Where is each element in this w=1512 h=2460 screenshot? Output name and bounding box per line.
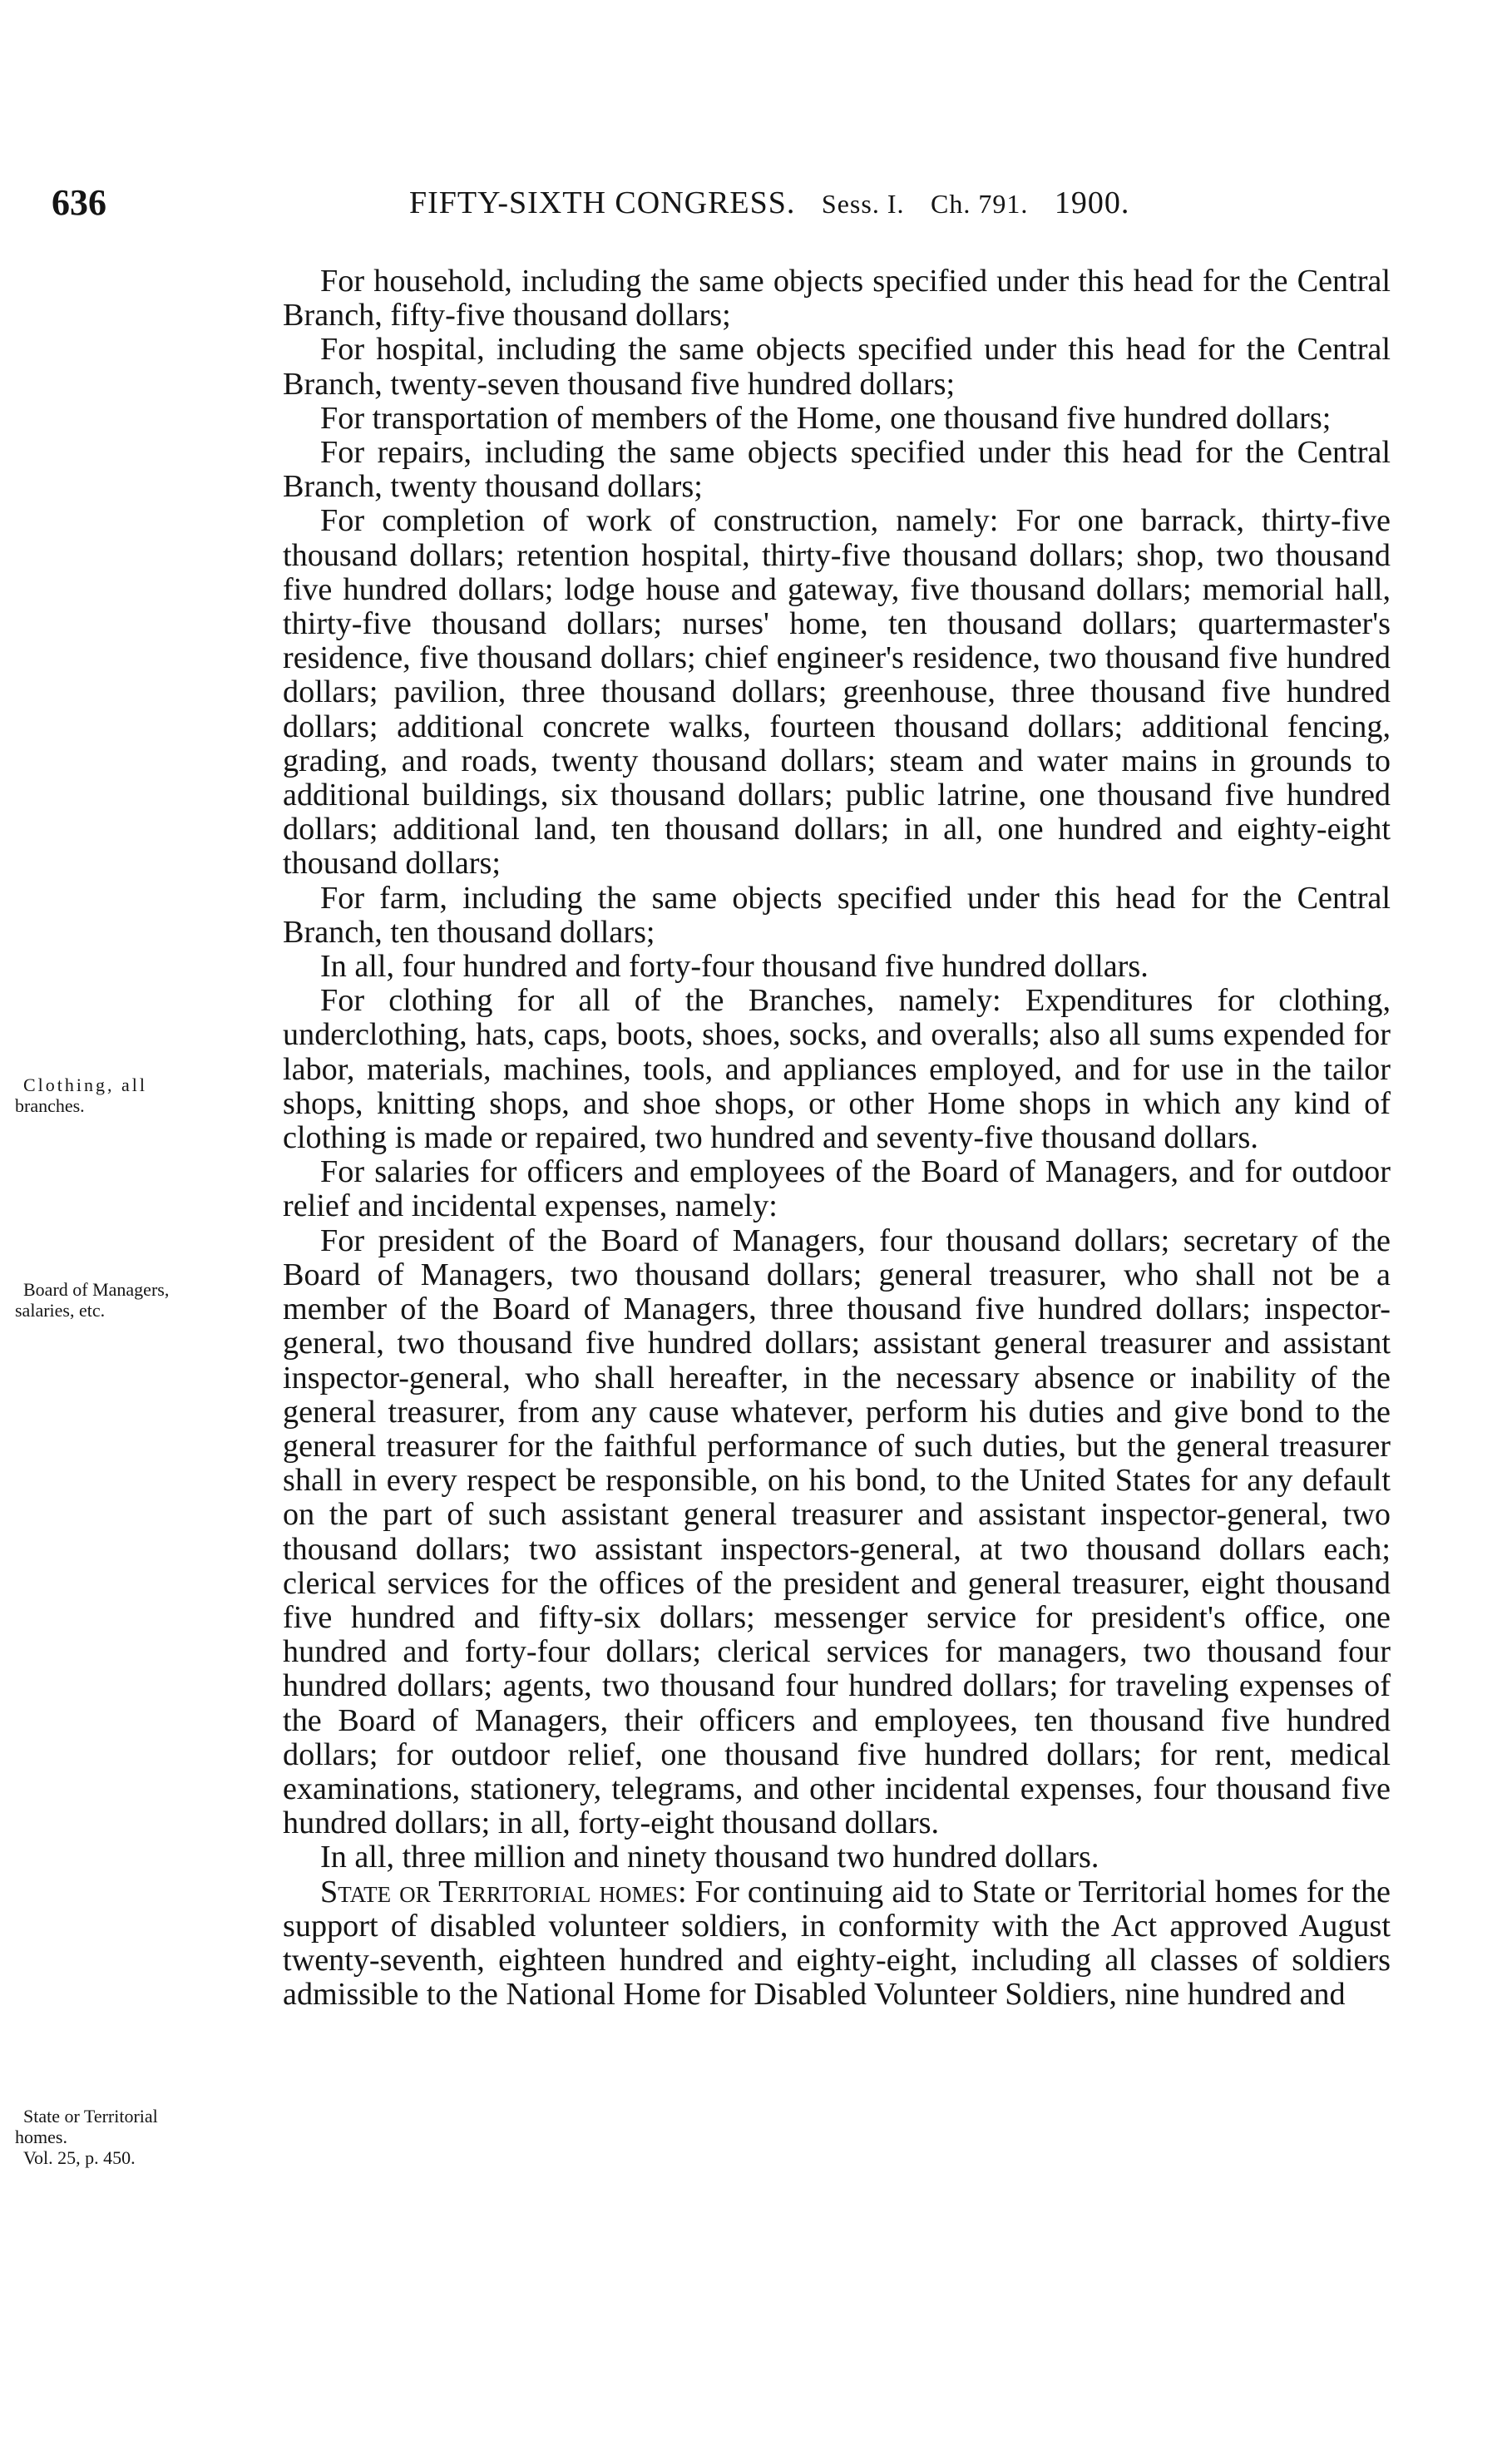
- running-head: [409, 185, 1129, 221]
- margin-note-line: branches.: [15, 1095, 85, 1116]
- state-homes-text: For continuing aid to State or Territorial homes for the support of disabled volunteer soldiers, in conformity with the Act approved August twenty-seventh, eighteen hundred and eighty-eight, including all classes of soldiers admissible to the National Home for Disabled Volunteer Soldiers, nine hundred and: [283, 1874, 1391, 2013]
- page-header: [52, 181, 1299, 231]
- margin-note-line: Board of Managers,: [23, 1279, 170, 1300]
- paragraph-transportation: For transportation of members of the Home, one thousand five hundred dollars;: [320, 400, 1332, 436]
- paragraph-repairs: For repairs, including the same objects specified under this head for the Central Branch, twenty thousand dollars;: [283, 435, 1391, 505]
- paragraph-farm: For farm, including the same objects specified under this head for the Central Branch, ten thousand dollars;: [283, 880, 1391, 950]
- paragraph-board-salaries: For salaries for officers and employees of the Board of Managers, and for outdoor relief and incidental expenses, namely:: [283, 1154, 1391, 1224]
- margin-note-state-homes: [15, 2106, 264, 2168]
- paragraph-household: For household, including the same objects specified under this head for the Central Branch, fifty-five thousand dollars;: [283, 264, 1391, 333]
- paragraph-hospital: For hospital, including the same objects specified under this head for the Central Branch, twenty-seven thousand five hundred dollars;: [283, 332, 1391, 402]
- year-label: 1900.: [1054, 185, 1130, 220]
- session-label: Sess. I.: [821, 189, 905, 219]
- margin-note-line: Clothing, all: [23, 1074, 147, 1095]
- paragraph-clothing: For clothing for all of the Branches, namely: Expenditures for clothing, underclothing, hats, caps, boots, shoes, socks, and overalls; also all sums expended for labor, materials, machines, tools, and appliances employed, and for use in the tailor shops, knitting shops, and shoe shops, or other Home shops in which any kind of clothing is made or repaired, two hundred and seventy-five thousand dollars.: [283, 983, 1391, 1156]
- chapter-label: Ch. 791.: [930, 189, 1029, 219]
- statute-body: [283, 264, 1391, 2012]
- paragraph-grand-total: In all, three million and ninety thousand two hundred dollars.: [320, 1840, 1099, 1875]
- paragraph-total-branch: In all, four hundred and forty-four thousand five hundred dollars.: [320, 949, 1149, 985]
- margin-note-line: homes.: [15, 2127, 67, 2147]
- margin-note-line: State or Territorial: [23, 2106, 158, 2127]
- state-homes-lead: State or Territorial homes:: [320, 1874, 687, 1909]
- margin-note-clothing: [15, 1074, 264, 1116]
- margin-note-line: salaries, etc.: [15, 1300, 106, 1321]
- margin-note-line: Vol. 25, p. 450.: [23, 2147, 136, 2168]
- paragraph-state-homes: [283, 1875, 1391, 2013]
- congress-title: FIFTY-SIXTH CONGRESS.: [409, 185, 796, 220]
- page-number: 636: [52, 182, 106, 223]
- margin-note-board: [15, 1279, 264, 1321]
- paragraph-officer-salaries: For president of the Board of Managers, four thousand dollars; secretary of the Board of Managers, two thousand dollars; general treasurer, who shall not be a member of the Board of Managers, three thousand five hundred dollars; inspector-general, two thousand five hundred dollars; assistant general treasurer and assistant inspector-general, who shall hereafter, in the necessary absence or inability of the general treasurer, from any cause whatever, perform his duties and give bond to the general treasurer for the faithful performance of such duties, but the general treasurer shall in every respect be responsible, on his bond, to the United States for any default on the part of such assistant general treasurer and assistant inspector-general, two thousand dollars; two assistant inspectors-general, at two thousand dollars each; clerical services for the offices of the president and general treasurer, eight thousand five hundred and fifty-six dollars; messenger service for president's office, one hundred and forty-four dollars; clerical services for managers, two thousand four hundred dollars; agents, two thousand four hundred dollars; for traveling expenses of the Board of Managers, their officers and employees, ten thousand five hundred dollars; for outdoor relief, one thousand five hundred dollars; for rent, medical examinations, stationery, telegrams, and other incidental expenses, four thousand five hundred dollars; in all, forty-eight thousand dollars.: [283, 1223, 1391, 1841]
- paragraph-construction: For completion of work of construction, namely: For one barrack, thirty-five thousand dollars; retention hospital, thirty-five thousand dollars; shop, two thousand five hundred dollars; lodge house and gateway, five thousand dollars; memorial hall, thirty-five thousand dollars; nurses' home, ten thousand dollars; quartermaster's residence, five thousand dollars; chief engineer's residence, two thousand five hundred dollars; pavilion, three thousand dollars; greenhouse, three thousand five hundred dollars; additional concrete walks, fourteen thousand dollars; additional fencing, grading, and roads, twenty thousand dollars; steam and water mains in grounds to additional buildings, six thousand dollars; public latrine, one thousand five hundred dollars; additional land, ten thousand dollars; in all, one hundred and eighty-eight thousand dollars;: [283, 503, 1391, 882]
